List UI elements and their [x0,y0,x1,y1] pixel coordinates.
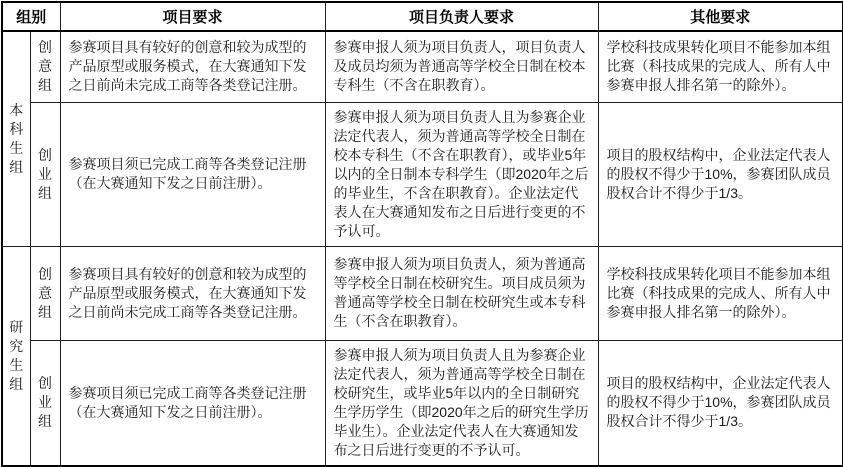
requirements-table [1,1,843,467]
other-requirement-cell: 项目的股权结构中，企业法定代表人的股权不得少于10%，参赛团队成员股权合计不得少于1/3。 [598,340,843,466]
leader-requirement-cell: 参赛申报人须为项目负责人且为参赛企业法定代表人，须为普通高等学校全日制在校本专科生（不含在职教育），或毕业5年以内的全日制本专科学生（即2020年之后的毕业生，不含在职教育）。企业法定代表人在大赛通知发布之日后进行变更的不予认可。 [325,102,598,246]
header-row [2,2,843,31]
other-requirement-cell: 项目的股权结构中，企业法定代表人的股权不得少于10%，参赛团队成员股权合计不得少于1/3。 [598,102,843,246]
table-row-undergrad-idea [2,31,843,102]
table-row-postgrad-startup [2,340,843,466]
subgroup-cell-startup [30,102,60,246]
leader-requirement-cell: 参赛申报人须为项目负责人，须为普通高等学校全日制在校研究生。项目成员须为普通高等学校全日制在校研究生或本专科生（不含在职教育）。 [325,246,598,340]
group-cell-postgraduate [2,246,30,466]
table-row-postgrad-idea [2,246,843,340]
subgroup-cell-idea [30,31,60,102]
group-label: 本科生组 [9,101,24,175]
leader-requirement-cell: 参赛申报人须为项目负责人且为参赛企业法定代表人，须为普通高等学校全日制在校研究生，或毕业5年以内的全日制研究生学历学生（即2020年之后的研究生学历毕业生）。企业法定代表人在大赛通知发布之日后进行变更的不予认可。 [325,340,598,466]
subgroup-label: 创意组 [38,39,52,94]
subgroup-cell-idea [30,246,60,340]
header-project-requirements: 项目要求 [60,2,325,31]
other-requirement-cell: 学校科技成果转化项目不能参加本组比赛（科技成果的完成人、所有人中参赛申报人排名第一的除外）。 [598,31,843,102]
project-requirement-cell: 参赛项目须已完成工商等各类登记注册（在大赛通知下发之日前注册）。 [60,340,325,466]
header-leader-requirements: 项目负责人要求 [325,2,598,31]
subgroup-label: 创业组 [38,375,52,429]
project-requirement-cell: 参赛项目须已完成工商等各类登记注册（在大赛通知下发之日前注册）。 [60,102,325,246]
leader-requirement-cell: 参赛申报人须为项目负责人，项目负责人及成员均须为普通高等学校全日制在校本专科生（不含在职教育）。 [325,31,598,102]
other-requirement-cell: 学校科技成果转化项目不能参加本组比赛（科技成果的完成人、所有人中参赛申报人排名第一的除外）。 [598,246,843,340]
project-requirement-cell: 参赛项目具有较好的创意和较为成型的产品原型或服务模式，在大赛通知下发之日前尚未完成工商等各类登记注册。 [60,31,325,102]
header-group: 组别 [2,2,60,31]
subgroup-label: 创意组 [38,265,52,320]
subgroup-label: 创业组 [38,146,52,201]
header-other-requirements: 其他要求 [598,2,843,31]
subgroup-cell-startup [30,340,60,466]
project-requirement-cell: 参赛项目具有较好的创意和较为成型的产品原型或服务模式，在大赛通知下发之日前尚未完成工商等各类登记注册。 [60,246,325,340]
group-cell-undergraduate [2,31,30,246]
table-row-undergrad-startup [2,102,843,246]
group-label: 研究生组 [9,318,24,392]
